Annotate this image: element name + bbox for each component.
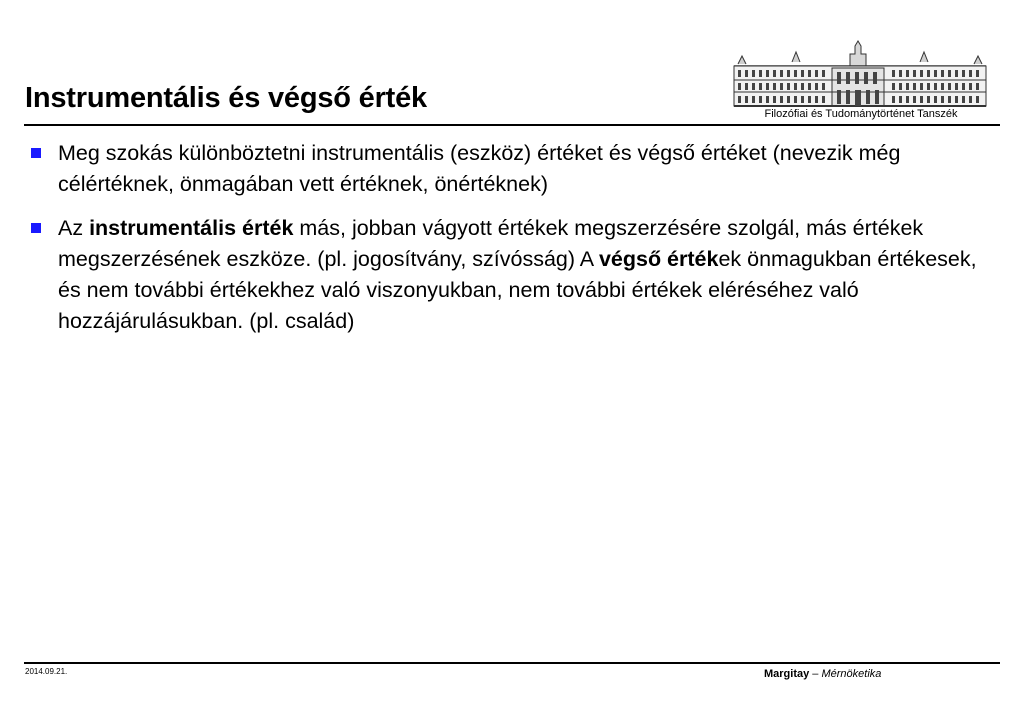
slide-title: Instrumentális és végső érték bbox=[25, 82, 427, 114]
footer-author: Margitay bbox=[764, 668, 810, 680]
bullet-list bbox=[30, 138, 1000, 350]
bullet-text-part: ek önmagukban értékesek, és nem további értékekhez való viszonyukban, nem további értékek eléréséhez való hozzájárulásukban. (pl. család) bbox=[58, 247, 977, 333]
footer-separator: – bbox=[809, 668, 822, 680]
term-final-value: végső érték bbox=[598, 247, 719, 271]
header-divider bbox=[24, 124, 1000, 126]
building-icon bbox=[732, 40, 988, 110]
footer-divider bbox=[24, 662, 1000, 664]
term-instrumental-value: instrumentális érték bbox=[89, 216, 294, 240]
footer-credits bbox=[764, 668, 881, 680]
department-name: Filozófiai és Tudománytörténet Tanszék bbox=[764, 108, 958, 120]
bullet-item bbox=[30, 138, 1000, 200]
bullet-text-part: Az bbox=[58, 216, 90, 240]
footer-course: Mérnöketika bbox=[821, 668, 882, 680]
bullet-text: Meg szokás különböztetni instrumentális (eszköz) értéket és végső értéket (nevezik még célértéknek, önmagában vett értéknek, önértéknek) bbox=[58, 141, 901, 196]
footer-date: 2014.09.21. bbox=[25, 667, 68, 676]
square-bullet-icon bbox=[31, 223, 41, 233]
bullet-text-part: más, jobban vágyott értékek megszerzésére szolgál, más értékek megszerzésének eszköze. (pl. jogosítvány, szívósság) A bbox=[58, 216, 924, 271]
bullet-item bbox=[30, 213, 1000, 337]
square-bullet-icon bbox=[31, 148, 41, 158]
